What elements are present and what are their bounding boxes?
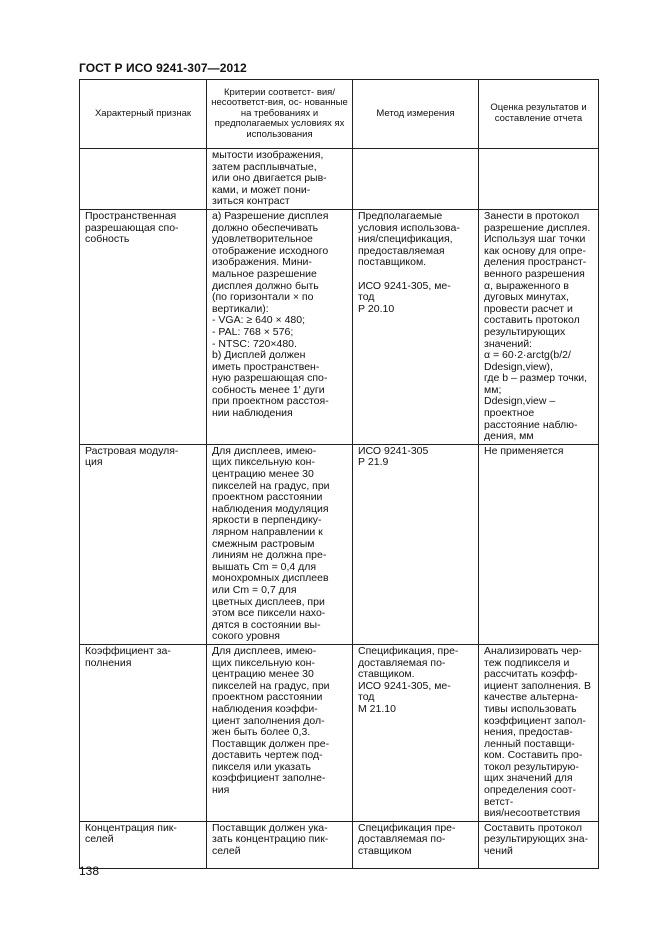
cell-evaluation [479, 149, 599, 210]
table-row [80, 444, 599, 644]
header-method: Метод измерения [353, 80, 479, 149]
page-number: 138 [79, 864, 100, 878]
cell-characteristic: Растровая модуля- ция [80, 444, 207, 644]
cell-method [353, 149, 479, 210]
header-characteristic: Характерный признак [80, 80, 207, 149]
table-row [80, 209, 599, 444]
cell-characteristic [80, 149, 207, 210]
header-criteria: Критерии соответст- вия/несоответст-вия, ос- нованные на требованиях и предполагаемых условиях ях использования [207, 80, 353, 149]
cell-evaluation: Не применяется [479, 444, 599, 644]
cell-criteria: Для дисплеев, имею- щих пиксельную кон- центрацию менее 30 пикселей на градус, при проектном расстоянии наблюдения модуляция яркости в перпендику- лярном направлении к смежным растровым линиям не должна пре- вышать Cm = 0,4 для монохромных дисплеев или Cm = 0,7 для цветных дисплеев, при этом все пиксели нахо- дятся в состоянии вы- сокого уровня [207, 444, 353, 644]
cell-characteristic: Пространственная разрешающая спо- собность [80, 209, 207, 444]
cell-criteria: Поставщик должен ука- зать концентрацию пик- селей [207, 821, 353, 868]
cell-method: ИСО 9241-305 Р 21.9 [353, 444, 479, 644]
cell-method: Предполагаемые условия использова- ния/спецификация, предоставляемая поставщиком. ИСО 9241-305, ме- тод Р 20.10 [353, 209, 479, 444]
cell-criteria: мытости изображения, затем расплывчатые, или оно двигается рыв- ками, и может пони- зиться контраст [207, 149, 353, 210]
cell-evaluation: Занести в протокол разрешение дисплея. Используя шаг точки как основу для опре- деления пространст- венного разрешения α, выраженного в дуговых минутах, провести расчет и составить протокол результирующих значений: α = 60·2·arctg(b/2/ Ddesign,view), где b – размер точки, мм; Ddesign,view – проектное расстояние наблю- дения, мм [479, 209, 599, 444]
header-evaluation: Оценка результатов и составление отчета [479, 80, 599, 149]
table-row [80, 644, 599, 821]
cell-method: Спецификация, пре- доставляемая по- ставщиком. ИСО 9241-305, ме- тод М 21.10 [353, 644, 479, 821]
cell-evaluation: Составить протокол результирующих зна- чений [479, 821, 599, 868]
table-header-row [80, 80, 599, 149]
cell-evaluation: Анализировать чер- теж подпикселя и рассчитать коэфф- ициент заполнения. В качестве альтерна- тивы использовать коэффициент запол- нения, предостав- ленный поставщи- ком. Составить про- токол результирую- щих значений для определения соот- ветст- вия/несоответствия [479, 644, 599, 821]
cell-characteristic: Концентрация пик- селей [80, 821, 207, 868]
cell-characteristic: Коэффициент за- полнения [80, 644, 207, 821]
requirements-table [79, 79, 599, 869]
document-header-title: ГОСТ Р ИСО 9241-307—2012 [79, 61, 247, 75]
cell-criteria: а) Разрешение дисплея должно обеспечивать удовлетворительное отображение исходного изображения. Мини- мальное разрешение дисплея должно быть (по горизонтали × по вертикали): - VGA: ≥ 640 × 480; - PAL: 768 × 576; - NTSC: 720×480. b) Дисплей должен иметь пространствен- ную разрешающая спо- собность менее 1′ дуги при проектном расстоя- нии наблюдения [207, 209, 353, 444]
cell-criteria: Для дисплеев, имею- щих пиксельную кон- центрацию менее 30 пикселей на градус, при проектном расстоянии наблюдения коэффи- циент заполнения дол- жен быть более 0,3. Поставщик должен пре- доставить чертеж под- пикселя или указать коэффициент заполне- ния [207, 644, 353, 821]
table-row [80, 149, 599, 210]
cell-method: Спецификация пре- доставляемая по- ставщиком [353, 821, 479, 868]
table-row [80, 821, 599, 868]
